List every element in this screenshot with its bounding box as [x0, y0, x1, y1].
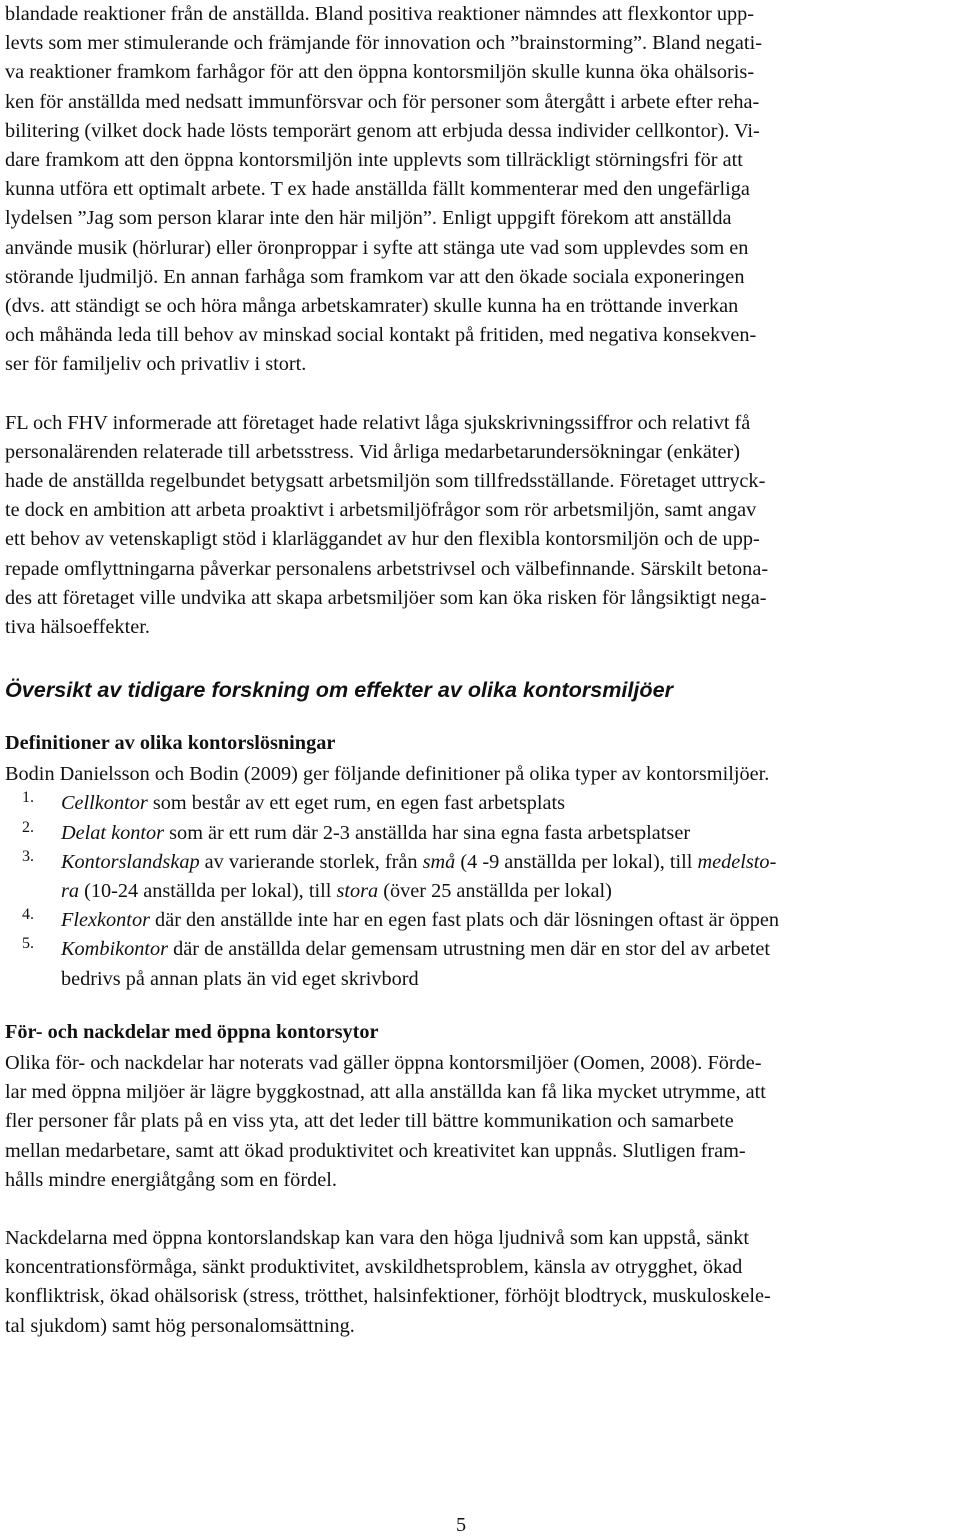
text-line: personalärenden relaterade till arbetsstress. Vid årliga medarbetarundersökningar (enkäter) — [5, 440, 740, 463]
subheading-definitions: Definitioner av olika kontorslösningar — [5, 732, 336, 755]
text-line: FL och FHV informerade att företaget hade relativt låga sjukskrivningssiffror och relativt få — [5, 411, 751, 434]
list-item-text: som är ett rum där 2-3 anställda har sina egna fasta arbetsplatser — [164, 821, 691, 844]
term: Cellkontor — [61, 792, 148, 815]
term: Kontorslandskap — [61, 850, 200, 873]
list-item-text: av varierande storlek, från — [199, 850, 423, 873]
list-item-line — [61, 906, 957, 935]
text-line: mellan medarbetare, samt att ökad produktivitet och kreativitet kan uppnås. Slutligen fram- — [5, 1139, 746, 1162]
text-line: Olika för- och nackdelar har noterats vad gäller öppna kontorsmiljöer (Oomen, 2008). Förde- — [5, 1051, 762, 1074]
text-line: tiva hälsoeffekter. — [5, 616, 150, 639]
list-item-line — [61, 819, 957, 848]
text-line: te dock en ambition att arbeta proaktivt i arbetsmiljöfrågor som rör arbetsmiljön, samt angav — [5, 499, 757, 522]
list-number: 2. — [22, 818, 34, 836]
term: medelsto- — [697, 850, 777, 873]
term: Flexkontor — [61, 909, 150, 932]
text-line: konfliktrisk, ökad ohälsorisk (stress, trötthet, halsinfektioner, förhöjt blodtryck, muskuloskele- — [5, 1285, 771, 1308]
list-item-line — [61, 877, 957, 906]
list-item — [5, 935, 957, 993]
list-item — [5, 906, 957, 935]
text-line: ser för familjeliv och privatliv i stort. — [5, 353, 307, 376]
text-line: ett behov av vetenskapligt stöd i klarläggandet av hur den flexibla kontorsmiljön och de upp- — [5, 528, 760, 551]
list-item-line — [61, 789, 957, 818]
text-line: hade de anställda regelbundet betygsatt arbetsmiljön som tillfredsställande. Företaget uttryck- — [5, 470, 766, 493]
list-item-text: (10-24 anställda per lokal), till — [79, 880, 337, 903]
term: stora — [336, 880, 379, 903]
text-line: kunna utföra ett optimalt arbete. T ex hade anställda fällt kommenterar med den ungefärliga — [5, 178, 750, 201]
list-number: 5. — [22, 935, 34, 953]
text-line: bilitering (vilket dock hade lösts temporärt genom att erbjuda dessa individer cellkontor). Vi- — [5, 119, 760, 142]
text-line: fler personer får plats på en viss yta, att det leder till bättre kommunikation och samarbete — [5, 1110, 734, 1133]
office-types-list — [5, 789, 957, 993]
text-line: lydelsen ”Jag som person klarar inte den här miljön”. Enligt uppgift förekom att anställda — [5, 207, 732, 230]
list-item-line — [61, 935, 957, 964]
page-number: 5 — [456, 1514, 467, 1536]
list-number: 4. — [22, 906, 34, 924]
subheading-pros-cons: För- och nackdelar med öppna kontorsytor — [5, 1020, 379, 1043]
list-item-text: (över 25 anställda per lokal) — [378, 880, 612, 903]
list-item — [5, 819, 957, 848]
term: ra — [61, 880, 80, 903]
text-line: koncentrationsförmåga, sänkt produktivitet, avskildhetsproblem, känsla av otrygghet, ökad — [5, 1256, 743, 1279]
text-line: Nackdelarna med öppna kontorslandskap kan vara den höga ljudnivå som kan uppstå, sänkt — [5, 1226, 750, 1249]
list-item — [5, 789, 957, 818]
term: Delat kontor — [61, 821, 165, 844]
list-item-text: som består av ett eget rum, en egen fast arbetsplats — [147, 792, 566, 815]
term: små — [422, 850, 456, 873]
text-line: använde musik (hörlurar) eller öronproppar i syfte att stänga ute vad som upplevdes som en — [5, 236, 749, 259]
paragraph-disadvantages — [5, 1224, 957, 1341]
list-item — [5, 848, 957, 906]
list-item-text: där de anställda delar gemensam utrustning men där en stor del av arbetet — [168, 938, 771, 961]
text-line: des att företaget ville undvika att skapa arbetsmiljöer som kan öka risken för långsiktigt nega- — [5, 586, 767, 609]
text-line: lar med öppna miljöer är lägre byggkostnad, att alla anställda kan få lika mycket utrymme, att — [5, 1081, 766, 1104]
list-item-text: (4 -9 anställda per lokal), till — [455, 850, 698, 873]
text-line: blandade reaktioner från de anställda. Bland positiva reaktioner nämndes att flexkontor upp- — [5, 3, 755, 25]
list-item-text: där den anställde inte har en egen fast plats och där lösningen oftast är öppen — [149, 909, 780, 932]
text-line: levts som mer stimulerande och främjande för innovation och ”brainstorming”. Bland negati- — [5, 32, 762, 55]
text-line: ken för anställda med nedsatt immunförsvar och för personer som återgått i arbete efter reha- — [5, 90, 760, 113]
text-line: hålls mindre energiåtgång som en fördel. — [5, 1168, 337, 1191]
text-line: störande ljudmiljö. En annan farhåga som framkom var att den ökade sociala exponeringen — [5, 265, 745, 288]
text-line: (dvs. att ständigt se och höra många arbetskamrater) skulle kunna ha en tröttande inverkan — [5, 295, 739, 318]
section-heading: Översikt av tidigare forskning om effekter av olika kontorsmiljöer — [5, 677, 674, 703]
text-line: va reaktioner framkom farhågor för att den öppna kontorsmiljön skulle kunna öka ohälsoris- — [5, 61, 755, 84]
text-line: och måhända leda till behov av minskad social kontakt på fritiden, med negativa konsekven- — [5, 324, 757, 347]
text-line: tal sjukdom) samt hög personalomsättning. — [5, 1314, 355, 1337]
paragraph-advantages — [5, 1049, 957, 1195]
term: Kombikontor — [61, 938, 169, 961]
text-line: Bodin Danielsson och Bodin (2009) ger följande definitioner på olika typer av kontorsmiljöer. — [5, 763, 770, 786]
document-page — [5, 0, 957, 1341]
paragraph-company-info — [5, 409, 957, 643]
list-item-line: bedrivs på annan plats än vid eget skrivbord — [61, 967, 419, 990]
text-line: dare framkom att den öppna kontorsmiljön inte upplevts som tillräckligt störningsfri för att — [5, 149, 743, 172]
list-number: 3. — [22, 847, 34, 865]
text-line: repade omflyttningarna påverkar personalens arbetstrivsel och välbefinnande. Särskilt betona- — [5, 557, 769, 580]
list-item-line — [61, 848, 957, 877]
paragraph-reactions — [5, 0, 957, 380]
list-number: 1. — [22, 789, 34, 807]
